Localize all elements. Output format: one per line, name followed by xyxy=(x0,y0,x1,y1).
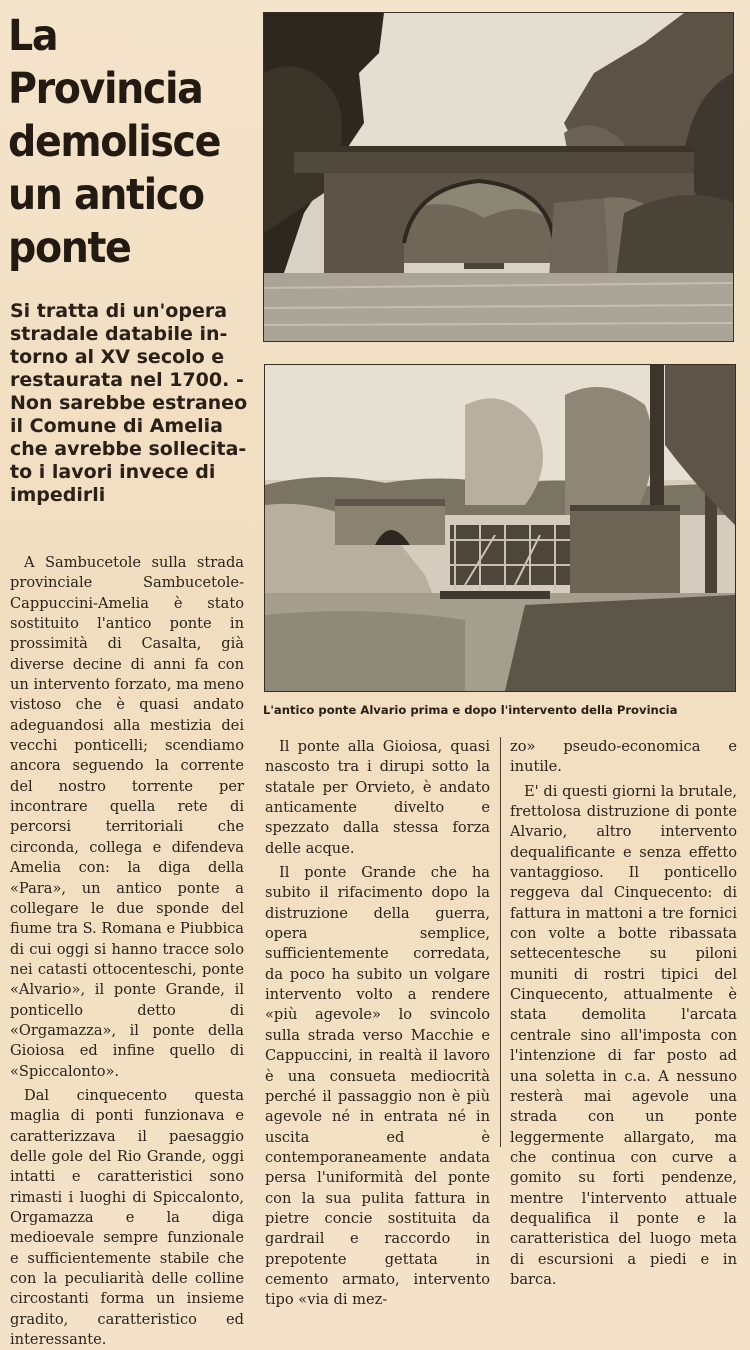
subhead-line: torno al XV secolo e xyxy=(10,346,225,368)
subhead-line: Si tratta di un'opera xyxy=(10,300,228,322)
body-column-2 xyxy=(265,737,490,1311)
subheadline xyxy=(10,300,255,507)
bridge-after-photo xyxy=(264,364,736,692)
bridge-before-photo xyxy=(263,12,734,342)
headline-line: ponte xyxy=(8,223,131,273)
subhead-line: restaurata nel 1700. - xyxy=(10,369,244,391)
paragraph: Dal cinquecento questa maglia di ponti funzionava e caratterizzava il paesaggio delle gole del Rio Grande, oggi intatti e caratteristici sono rimasti i luoghi di Spiccalonto, Orgamazza e la diga medioevale sempre funzionale e sufficientemente stabile che con la peculiarità delle colline circostanti forma un insieme gradito, caratteristico ed interessante. xyxy=(10,1086,244,1349)
headline-line: Provincia xyxy=(8,64,203,114)
subhead-line: to i lavori invece di xyxy=(10,461,216,483)
headline-line: demolisce xyxy=(8,117,221,167)
headline xyxy=(8,10,238,275)
subhead-line: Non sarebbe estraneo xyxy=(10,392,248,414)
paragraph: A Sambucetole sulla strada provinciale Sambucetole-Cappuccini-Amelia è stato sostituito l'antico ponte in prossimità di Casalta, già diverse decine di anni fa con un intervento forzato, ma meno vistoso che è quasi andato adeguandosi alla mestizia dei vecchi ponticelli; scendiamo ancora seguendo la corrente del nostro torrente per incontrare quella rete di percorsi territoriali che circonda, collega e difendeva Amelia con: la diga della «Para», un antico ponte a collegare le due sponde del fiume tra S. Romana e Piubbica di cui oggi si hanno tracce solo nei catasti ottocenteschi, ponte «Alvario», il ponte Grande, il ponticello detto di «Orgamazza», il ponte della Gioiosa ed infine quello di «Spiccalonto». xyxy=(10,554,244,1080)
headline-line: un antico xyxy=(8,170,204,220)
paragraph: E' di questi giorni la brutale, frettolosa distruzione di ponte Alvario, altro intervento dequalificante e senza effetto vantaggioso. Il ponticello reggeva dal Cinquecento: di fattura in mattoni a tre fornici con volte a botte ribassata settecentesche su piloni muniti di rostri tipici del Cinquecento, attualmente è stata demolita l'arcata centrale sino all'imposta con l'intenzione di far posto ad una soletta in c.a. A nessuno resterà mai agevole una strada con un ponte leggermente allargato, ma che continua con curve a gomito su forti pendenze, mentre l'intervento attuale dequalifica il ponte e la caratteristica del luogo meta di escursioni a piedi e in barca. xyxy=(510,782,737,1288)
subhead-line: impedirli xyxy=(10,484,106,506)
subhead-line: stradale databile in- xyxy=(10,323,228,345)
body-column-1 xyxy=(10,553,244,1350)
subhead-line: che avrebbe sollecita- xyxy=(10,438,247,460)
subhead-line: il Comune di Amelia xyxy=(10,415,223,437)
headline-line: La xyxy=(8,11,58,61)
body-column-3 xyxy=(510,737,737,1290)
paragraph: zo» pseudo-economica e inutile. xyxy=(510,738,737,776)
paragraph: Il ponte Grande che ha subito il rifacimento dopo la distruzione della guerra, opera semplice, sufficientemente corredata, da poco ha subito un volgare intervento volto a rendere «più agevole» lo svincolo sulla strada verso Macchie e Cappuccini, in realtà il lavoro è una consueta mediocrità perché il passaggio non è più agevole né in entrata né in uscita ed è contemporaneamente andata persa l'uniformità del ponte con la sua pulita fattura in pietre concie sostituita da gardrail e raccordo in prepotente gettata in cemento armato, intervento tipo «via di mez- xyxy=(265,864,490,1309)
paragraph: Il ponte alla Gioiosa, quasi nascosto tra i dirupi sotto la statale per Orvieto, è andato anticamente divelto e spezzato dalla stessa forza delle acque. xyxy=(265,738,490,857)
photo-caption: L'antico ponte Alvario prima e dopo l'intervento della Provincia xyxy=(263,703,678,717)
column-divider xyxy=(500,737,501,1147)
